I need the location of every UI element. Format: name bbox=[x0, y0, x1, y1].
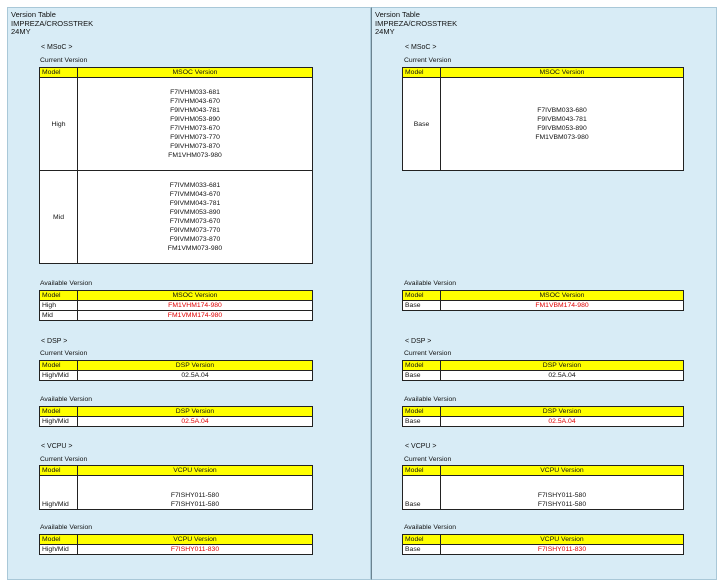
model-cell: High/Mid bbox=[40, 417, 78, 427]
model-cell: Base bbox=[403, 417, 441, 427]
model-header: Model bbox=[403, 466, 441, 476]
table-row bbox=[403, 476, 684, 510]
version-line: F9IVHM043-781 bbox=[170, 107, 220, 114]
version-line: F7ISHY011-580 bbox=[537, 492, 587, 499]
version-cell: 02.5A.04 bbox=[441, 417, 684, 427]
model-cell: Mid bbox=[40, 311, 78, 321]
version-header: VCPU Version bbox=[78, 466, 313, 476]
version-header: DSP Version bbox=[441, 361, 684, 371]
vehicle-model: IMPREZA/CROSSTREK bbox=[11, 18, 94, 28]
model-header: Model bbox=[403, 407, 441, 417]
table-header-row bbox=[40, 68, 313, 78]
doc-title: Version Table bbox=[11, 10, 56, 19]
vcpu-available-label: Available Version bbox=[404, 524, 457, 531]
table-row bbox=[403, 417, 684, 427]
right-header bbox=[375, 11, 457, 37]
version-line: F9IVMM043-781 bbox=[169, 200, 221, 207]
msoc-available-label: Available Version bbox=[404, 280, 457, 287]
model-header: Model bbox=[40, 361, 78, 371]
model-header: Model bbox=[40, 407, 78, 417]
msoc-section-title: < MSoC > bbox=[41, 44, 73, 51]
version-line: F9IVHM053-890 bbox=[170, 116, 220, 123]
model-header: Model bbox=[403, 361, 441, 371]
table-row bbox=[40, 301, 313, 311]
table-header-row bbox=[40, 535, 313, 545]
dsp-available-table bbox=[402, 406, 684, 427]
table-row bbox=[403, 371, 684, 381]
table-header-row bbox=[403, 466, 684, 476]
version-line: F7IVBM033-680 bbox=[537, 107, 587, 114]
msoc-available-label: Available Version bbox=[40, 280, 93, 287]
model-cell: High/Mid bbox=[40, 371, 78, 381]
version-header: MSOC Version bbox=[441, 291, 684, 301]
model-cell: Mid bbox=[40, 171, 78, 264]
model-cell: High/Mid bbox=[40, 476, 78, 510]
dsp-current-table bbox=[402, 360, 684, 381]
version-cell bbox=[78, 171, 313, 264]
vehicle-model: IMPREZA/CROSSTREK bbox=[375, 18, 458, 28]
version-header: MSOC Version bbox=[441, 68, 684, 78]
msoc-current-table bbox=[402, 67, 684, 171]
model-cell: High/Mid bbox=[40, 545, 78, 555]
table-row bbox=[403, 78, 684, 171]
version-header: DSP Version bbox=[441, 407, 684, 417]
dsp-available-label: Available Version bbox=[40, 396, 93, 403]
right-panel bbox=[371, 7, 717, 580]
table-row bbox=[40, 417, 313, 427]
model-header: Model bbox=[403, 291, 441, 301]
model-header: Model bbox=[403, 68, 441, 78]
vcpu-current-table bbox=[39, 465, 313, 510]
version-header: VCPU Version bbox=[441, 535, 684, 545]
table-row bbox=[40, 476, 313, 510]
model-header: Model bbox=[403, 535, 441, 545]
vcpu-available-label: Available Version bbox=[40, 524, 93, 531]
model-header: Model bbox=[40, 291, 78, 301]
model-year: 24MY bbox=[11, 27, 31, 36]
version-line: F7IVHM073-670 bbox=[170, 125, 220, 132]
table-header-row bbox=[40, 291, 313, 301]
version-header: DSP Version bbox=[78, 407, 313, 417]
version-header: DSP Version bbox=[78, 361, 313, 371]
table-header-row bbox=[403, 407, 684, 417]
version-line: FM1VHM073-980 bbox=[168, 152, 222, 159]
version-line: F7IVMM033-681 bbox=[169, 182, 221, 189]
table-header-row bbox=[40, 361, 313, 371]
version-line: F9IVBM043-781 bbox=[537, 116, 587, 123]
table-header-row bbox=[403, 291, 684, 301]
left-panel bbox=[7, 7, 371, 580]
dsp-current-label: Current Version bbox=[404, 350, 452, 357]
table-row bbox=[40, 371, 313, 381]
table-row bbox=[40, 311, 313, 321]
table-header-row bbox=[403, 68, 684, 78]
msoc-available-table bbox=[402, 290, 684, 311]
dsp-available-label: Available Version bbox=[404, 396, 457, 403]
version-header: MSOC Version bbox=[78, 291, 313, 301]
dsp-current-label: Current Version bbox=[40, 350, 88, 357]
model-cell: Base bbox=[403, 545, 441, 555]
left-header bbox=[11, 11, 93, 37]
msoc-available-table bbox=[39, 290, 313, 321]
version-line: F7IVMM073-670 bbox=[169, 218, 221, 225]
version-line: F9IVHM073-770 bbox=[170, 134, 220, 141]
version-line: F7ISHY011-580 bbox=[170, 492, 220, 499]
version-cell bbox=[78, 476, 313, 510]
version-line: F7IVHM043-670 bbox=[170, 98, 220, 105]
version-cell bbox=[441, 476, 684, 510]
version-line: F9IVMM073-870 bbox=[169, 236, 221, 243]
msoc-current-table bbox=[39, 67, 313, 264]
table-row bbox=[403, 301, 684, 311]
model-header: Model bbox=[40, 466, 78, 476]
dsp-section-title: < DSP > bbox=[41, 338, 68, 345]
doc-title: Version Table bbox=[375, 10, 420, 19]
model-cell: Base bbox=[403, 476, 441, 510]
version-cell bbox=[78, 78, 313, 171]
vcpu-section-title: < VCPU > bbox=[41, 443, 73, 450]
dsp-available-table bbox=[39, 406, 313, 427]
vcpu-available-table bbox=[39, 534, 313, 555]
table-header-row bbox=[403, 361, 684, 371]
vcpu-current-label: Current Version bbox=[40, 456, 88, 463]
version-cell: F7ISHY011-830 bbox=[78, 545, 313, 555]
model-cell: Base bbox=[403, 371, 441, 381]
version-line: F9IVMM053-890 bbox=[169, 209, 221, 216]
model-header: Model bbox=[40, 68, 78, 78]
dsp-current-table bbox=[39, 360, 313, 381]
model-cell: High bbox=[40, 78, 78, 171]
version-line: F9IVBM053-890 bbox=[537, 125, 587, 132]
version-cell: 02.5A.04 bbox=[441, 371, 684, 381]
version-line: FM1VMM073-980 bbox=[167, 245, 223, 252]
version-cell: FM1VMM174-980 bbox=[78, 311, 313, 321]
table-row bbox=[40, 545, 313, 555]
model-cell: High bbox=[40, 301, 78, 311]
version-cell: FM1VBM174-980 bbox=[441, 301, 684, 311]
msoc-current-label: Current Version bbox=[40, 57, 88, 64]
vcpu-available-table bbox=[402, 534, 684, 555]
table-header-row bbox=[40, 407, 313, 417]
version-line: F9IVMM073-770 bbox=[169, 227, 221, 234]
model-year: 24MY bbox=[375, 27, 395, 36]
dsp-section-title: < DSP > bbox=[405, 338, 432, 345]
vcpu-current-table bbox=[402, 465, 684, 510]
version-line: FM1VBM073-980 bbox=[535, 134, 589, 141]
table-row bbox=[40, 171, 313, 264]
vcpu-section-title: < VCPU > bbox=[405, 443, 437, 450]
version-cell: 02.5A.04 bbox=[78, 417, 313, 427]
version-cell: F7ISHY011-830 bbox=[441, 545, 684, 555]
table-header-row bbox=[40, 466, 313, 476]
version-line: F7IVHM033-681 bbox=[170, 89, 220, 96]
version-line: F7ISHY011-580 bbox=[537, 501, 587, 508]
msoc-current-label: Current Version bbox=[404, 57, 452, 64]
msoc-section-title: < MSoC > bbox=[405, 44, 437, 51]
table-header-row bbox=[403, 535, 684, 545]
vcpu-current-label: Current Version bbox=[404, 456, 452, 463]
model-header: Model bbox=[40, 535, 78, 545]
version-line: F7ISHY011-580 bbox=[170, 501, 220, 508]
version-cell bbox=[441, 78, 684, 171]
version-cell: 02.5A.04 bbox=[78, 371, 313, 381]
version-header: VCPU Version bbox=[78, 535, 313, 545]
model-cell: Base bbox=[403, 301, 441, 311]
version-header: MSOC Version bbox=[78, 68, 313, 78]
table-row bbox=[403, 545, 684, 555]
table-row bbox=[40, 78, 313, 171]
version-line: F7IVMM043-670 bbox=[169, 191, 221, 198]
model-cell: Base bbox=[403, 78, 441, 171]
version-header: VCPU Version bbox=[441, 466, 684, 476]
version-line: F9IVHM073-870 bbox=[170, 143, 220, 150]
version-cell: FM1VHM174-980 bbox=[78, 301, 313, 311]
